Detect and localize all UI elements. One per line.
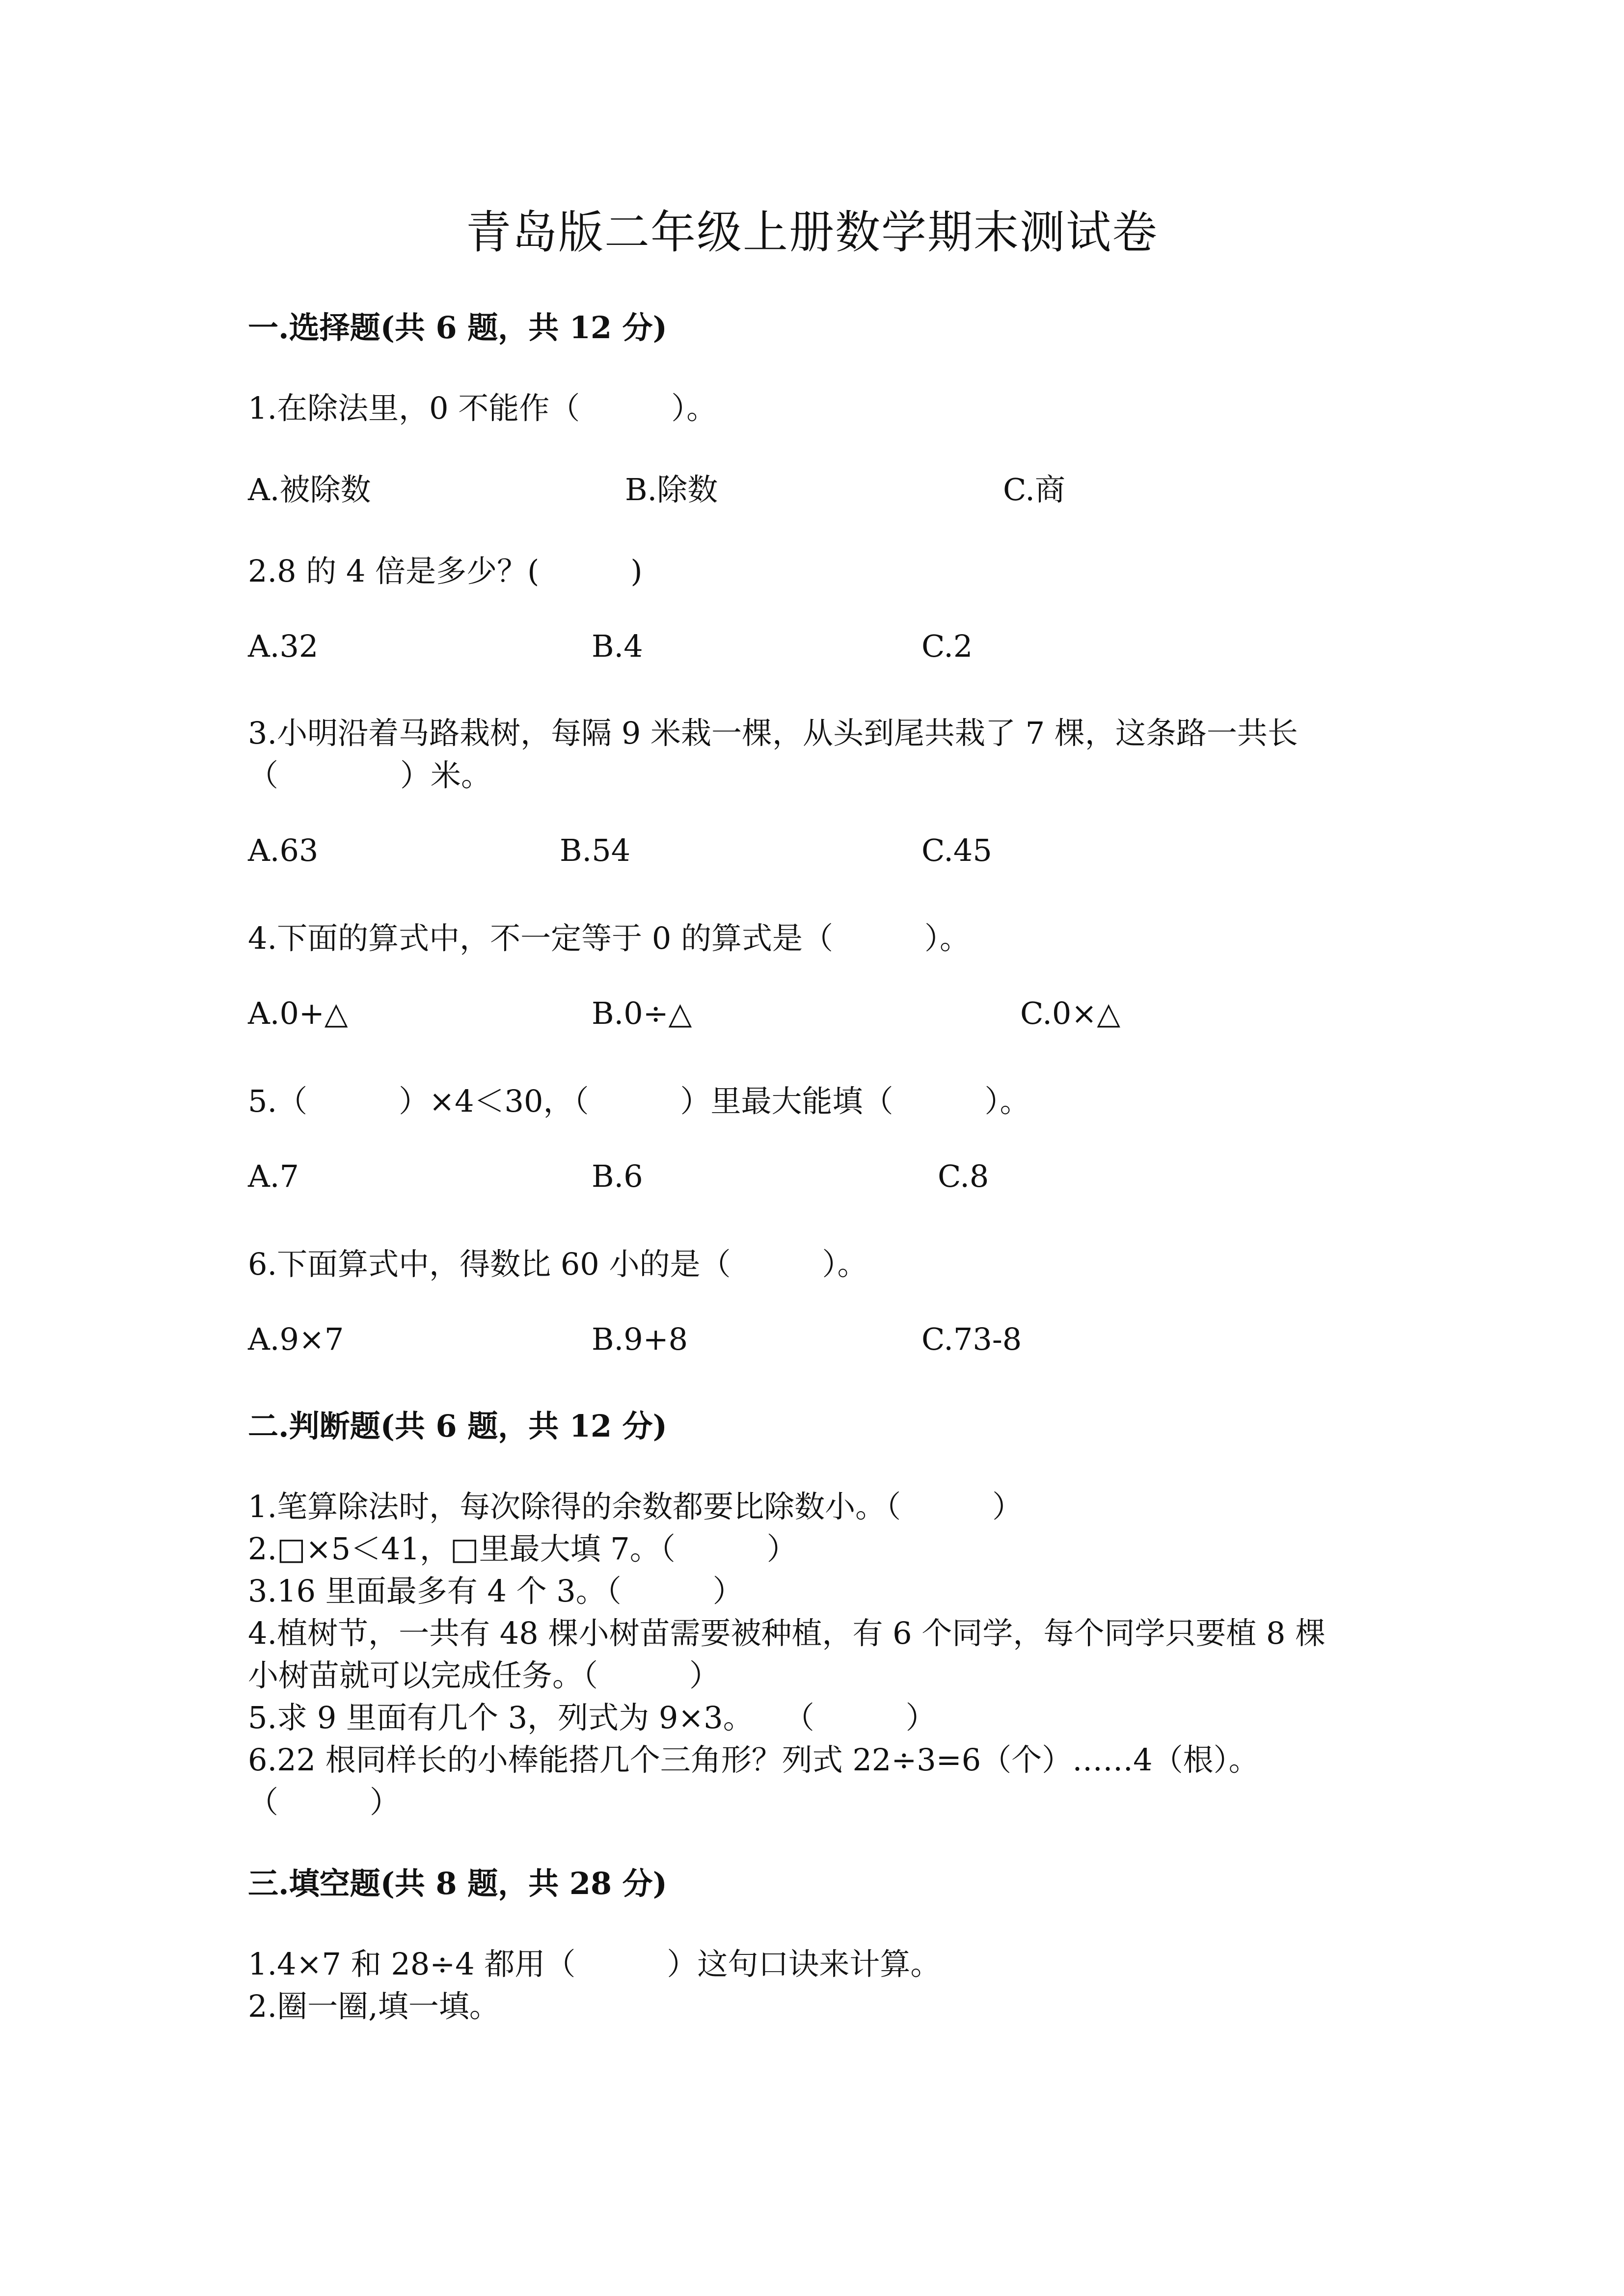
option-c: C.商 bbox=[1003, 472, 1065, 507]
option-b: B.0÷△ bbox=[592, 995, 692, 1031]
section-heading-fill-in: 三.填空题(共 8 题，共 28 分) bbox=[248, 1866, 668, 1901]
option-c: C.8 bbox=[938, 1158, 989, 1194]
judgment-line: （ ） bbox=[248, 1784, 401, 1820]
option-c: C.0×△ bbox=[1020, 995, 1121, 1031]
option-a: A.0+△ bbox=[248, 995, 348, 1031]
question-text: 6.下面算式中，得数比 60 小的是（ ）。 bbox=[248, 1246, 868, 1282]
judgment-line: 1.笔算除法时，每次除得的余数都要比除数小。（ ） bbox=[248, 1489, 1023, 1524]
judgment-line: 小树苗就可以完成任务。（ ） bbox=[248, 1657, 720, 1693]
option-b: B.9+8 bbox=[592, 1321, 688, 1357]
question-text: 4.下面的算式中，不一定等于 0 的算式是（ ）。 bbox=[248, 920, 971, 956]
option-a: A.被除数 bbox=[248, 472, 371, 507]
question-text: 1.在除法里，0 不能作（ ）。 bbox=[248, 390, 717, 426]
option-a: A.9×7 bbox=[248, 1321, 344, 1357]
option-a: A.7 bbox=[248, 1158, 299, 1194]
question-text: 5.（ ）×4＜30，（ ）里最大能填（ ）。 bbox=[248, 1083, 1030, 1119]
option-c: C.45 bbox=[921, 832, 992, 868]
judgment-line: 2.□×5＜41，□里最大填 7。（ ） bbox=[248, 1531, 797, 1567]
page-title: 青岛版二年级上册数学期末测试卷 bbox=[465, 206, 1158, 259]
question-text: 2.8 的 4 倍是多少？( ) bbox=[248, 553, 643, 589]
section-heading-judgment: 二.判断题(共 6 题，共 12 分) bbox=[248, 1408, 668, 1444]
option-b: B.除数 bbox=[625, 472, 718, 507]
question-text-continued: （ ）米。 bbox=[248, 757, 492, 793]
judgment-line: 4.植树节，一共有 48 棵小树苗需要被种植，有 6 个同学，每个同学只要植 8 棵 bbox=[248, 1615, 1326, 1651]
judgment-line: 6.22 根同样长的小棒能搭几个三角形？列式 22÷3=6（个）……4（根）。 bbox=[248, 1742, 1259, 1778]
section-heading-choice: 一.选择题(共 6 题，共 12 分) bbox=[248, 310, 668, 346]
question-text: 3.小明沿着马路栽树，每隔 9 米栽一棵，从头到尾共栽了 7 棵，这条路一共长 bbox=[248, 715, 1298, 751]
option-c: C.73-8 bbox=[921, 1321, 1022, 1357]
fill-in-line: 2.圈一圈,填一填。 bbox=[248, 1988, 500, 2024]
option-c: C.2 bbox=[921, 628, 973, 664]
fill-in-line: 1.4×7 和 28÷4 都用（ ）这句口诀来计算。 bbox=[248, 1946, 941, 1982]
option-a: A.32 bbox=[248, 628, 319, 664]
judgment-line: 3.16 里面最多有 4 个 3。（ ） bbox=[248, 1573, 743, 1609]
option-a: A.63 bbox=[248, 832, 319, 868]
judgment-line: 5.求 9 里面有几个 3，列式为 9×3。 （ ） bbox=[248, 1700, 936, 1735]
option-b: B.6 bbox=[592, 1158, 643, 1194]
option-b: B.4 bbox=[592, 628, 643, 664]
option-b: B.54 bbox=[560, 832, 631, 868]
